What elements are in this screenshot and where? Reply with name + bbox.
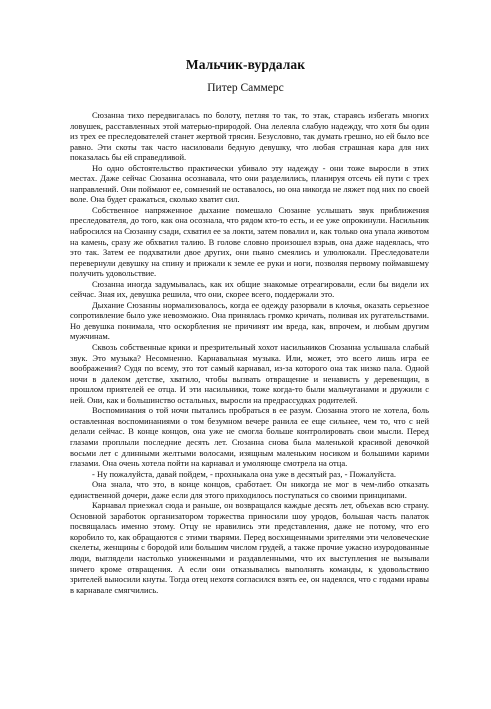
document-title: Мальчик-вурдалак	[185, 57, 306, 72]
paragraph: Собственное напряженное дыхание помешало Сюзанне услышать звук приближения преследователя, до того, как она осознала, что рядом кто-то есть, и ее уже опрокинули. Насильник набросился на Сюзанну сзади, схватил ее за локти, затем повалил и, как только она упала животом на камень, сразу же обхватил талию. В голове словно произошел взрыв, она даже надеялась, что это так. Затем ее подхватили двое других, они пьяно смеялись и улюлюкали. Преследователи перевернули девушку на спину и прижали к земле ее руки и ноги, позволяя первому поймавшему получить удовольствие.	[70, 204, 429, 279]
document-body	[70, 110, 429, 595]
paragraph: Сюзанна иногда задумывалась, как их общие знакомые отреагировали, если бы видели их сейчас. Зная их, девушка решила, что они, скорее всего, поддержали это.	[70, 278, 429, 300]
paragraph: Сквозь собственные крики и презрительный хохот насильников Сюзанна услышала слабый звук. Это музыка? Несомненно. Карнавальная музыка. Или, может, это всего лишь игра ее воображения? Судя по всему, это тот самый карнавал, из-за которого она так низко пала. Одной ночи в далеком детстве, хватило, чтобы вызвать отвращение и ненависть у деревенщин, в прошлом приятелей ее отца. И эти насильники, тоже когда-то были мальчуганами и дружили с ней. Они, как и большинство остальных, выросли на предрассудках родителей.	[70, 342, 429, 405]
paragraph: Дыхание Сюзанны нормализовалось, когда ее одежду разорвали в клочья, оказать серьезное сопротивление было уже невозможно. Она принялась громко кричать, поливая их ругательствами. Но девушка понимала, что оскорбления не причинят им вреда, как, впрочем, и любым другим мужчинам.	[70, 299, 429, 342]
paragraph: Она знала, что это, в конце концов, сработает. Он никогда не мог в чем-либо отказать единственной дочери, даже если для этого приходилось поступаться со своими принципами.	[70, 479, 429, 500]
paragraph: Воспоминания о той ночи пытались пробраться в ее разум. Сюзанна этого не хотела, боль оставленная воспоминаниями о том безумном вечере ранила ее еще сильнее, чем то, что с ней делали сейчас. В конце концов, она уже не смогла больше контролировать свои мысли. Перед глазами проплыли последние десять лет. Сюзанна снова была маленькой красивой девочкой восьми лет с длинными желтыми волосами, изящным маленьким носиком и большими карими глазами. Она очень хотела пойти на карнавал и умоляюще смотрела на отца.	[70, 405, 429, 469]
paragraph: Сюзанна тихо передвигалась по болоту, петляя то так, то этак, стараясь избегать многих ловушек, расставленных этой матерью-природой. Она лелеяла слабую надежду, что хотя бы один из трех ее преследователей станет жертвой трясин. Безусловно, так думать грешно, но ей было все равно. Эти скоты так часто насиловали бедную девушку, что любая страшная кара для них показалась бы ей справедливой.	[70, 110, 429, 163]
paragraph: Но одно обстоятельство практически убивало эту надежду - они тоже выросли в этих местах. Даже сейчас Сюзанна осознавала, что они разделились, планируя отсечь ей пути с трех направлений. Они поймают ее, сомнений не оставалось, но она никогда не ляжет под них по своей воле. Она будет сражаться, сколько хватит сил.	[70, 162, 429, 205]
document-author: Питер Саммерс	[207, 82, 284, 94]
paragraph: - Ну пожалуйста, давай пойдем, - прохныкала она уже в десятый раз, - Пожалуйста.	[92, 468, 396, 479]
paragraph: Карнавал приезжал сюда и раньше, он возвращался каждые десять лет, объехав всю страну. Основной заработок организатором торжества приносили шоу уродов, большая часть палаток посвящалась именно этому. Отцу не нравились эти представления, даже не потому, что его коробило то, как обращаются с этими тварями. Перед восхищенными зрителями эти человеческие скелеты, женщины с бородой или большим числом грудей, а также прочие ужасно изуродованные люди, выглядели настолько униженными и раздавленными, что их выступления не вызывали ничего кроме отвращения. А если они отказывались выполнять команды, к удовольствию зрителей выносили кнуты. Тогда отец нехотя согласился взять ее, он надеялся, что с годами нравы в карнавале смягчились.	[70, 500, 429, 595]
